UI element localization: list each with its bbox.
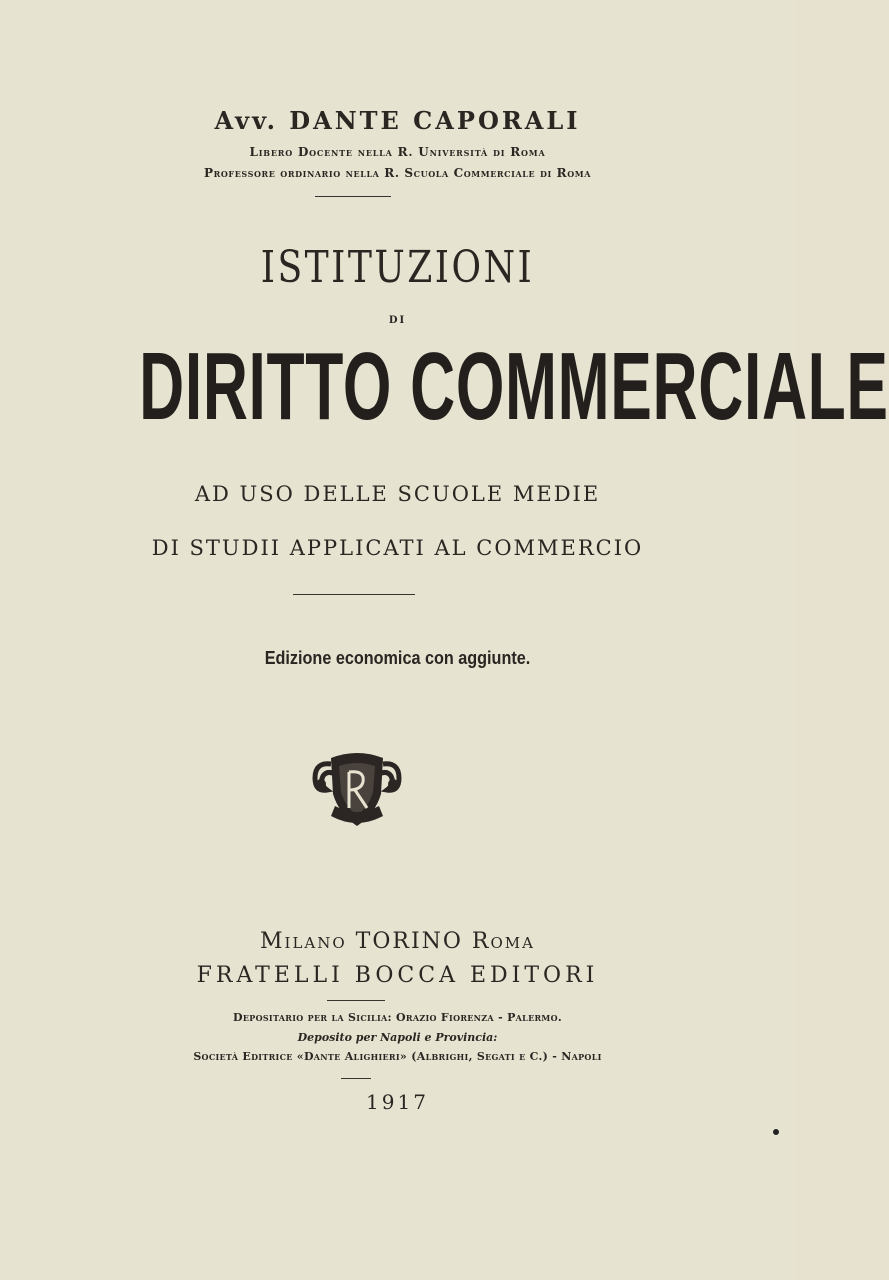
deposit-society: Società Editrice «Dante Alighieri» (Albrighi, Segati e C.) - Napoli bbox=[193, 1050, 602, 1063]
divider-rule-3 bbox=[327, 1000, 385, 1001]
edition-note: Edizione economica con aggiunte. bbox=[264, 648, 531, 668]
subtitle-line-1: AD USO DELLE SCUOLE MEDIE bbox=[194, 482, 601, 506]
title-line-2: DIRITTO COMMERCIALE bbox=[139, 333, 889, 440]
divider-rule-2 bbox=[293, 594, 415, 595]
subtitle-line-2: DI STUDII APPLICATI AL COMMERCIO bbox=[151, 536, 644, 560]
author-affiliation-1: Libero Docente nella R. Università di Roma bbox=[249, 145, 546, 159]
publication-year: 1917 bbox=[366, 1090, 429, 1114]
imprint-publisher: FRATELLI BOCCA EDITORI bbox=[196, 963, 599, 988]
deposit-naples: Deposito per Napoli e Provincia: bbox=[297, 1031, 498, 1044]
divider-rule-4 bbox=[341, 1078, 371, 1079]
deposit-sicily: Depositario per la Sicilia: Orazio Fiorenza - Palermo. bbox=[233, 1011, 562, 1024]
title-line-1: ISTITUZIONI bbox=[260, 242, 535, 293]
ink-spot bbox=[773, 1129, 779, 1135]
imprint-cities: Milano TORINO Roma bbox=[260, 929, 535, 954]
author-affiliation-2: Professore ordinario nella R. Scuola Commerciale di Roma bbox=[203, 166, 592, 180]
publisher-mark-icon bbox=[309, 744, 405, 834]
title-connector: DI bbox=[388, 315, 407, 326]
author-name: Avv. DANTE CAPORALI bbox=[214, 106, 581, 135]
divider-rule-1 bbox=[315, 196, 391, 197]
